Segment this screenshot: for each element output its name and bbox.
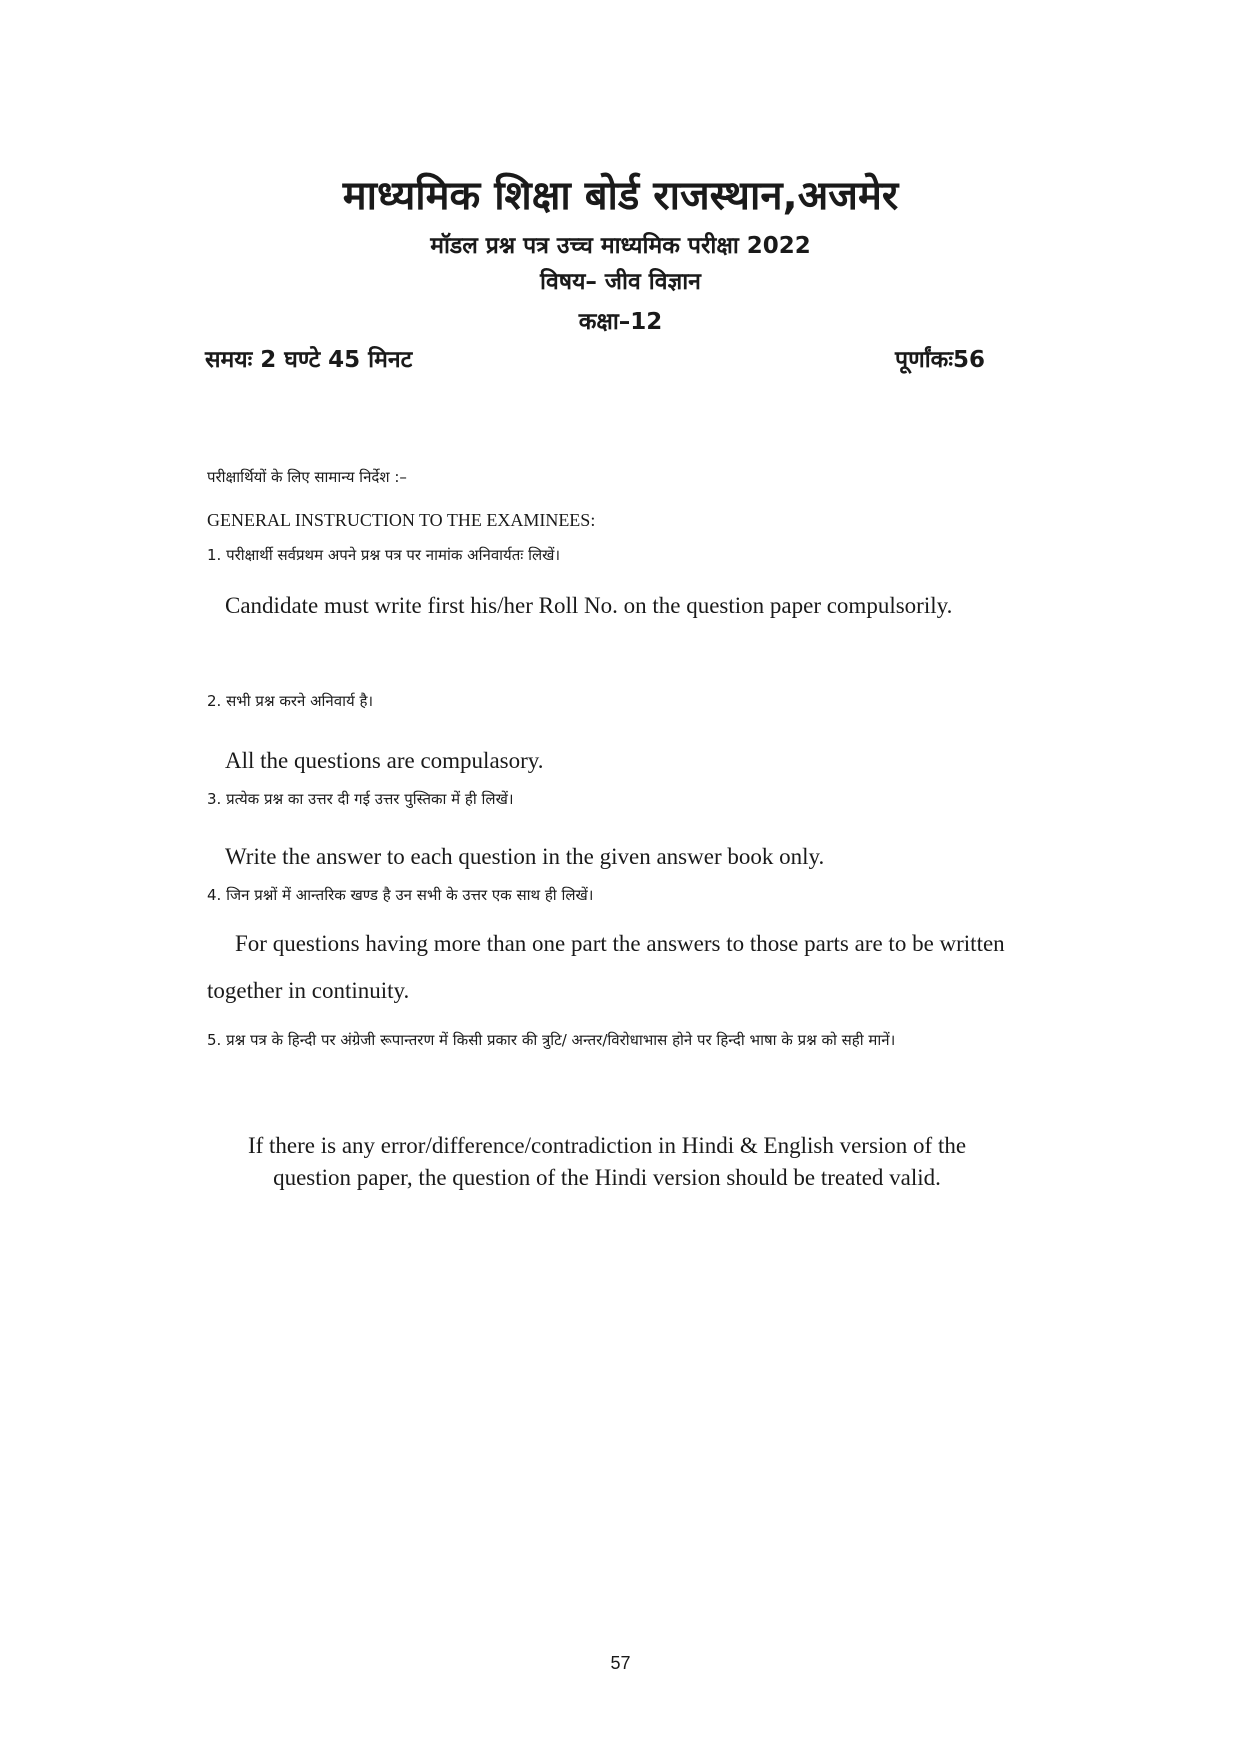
- instructions-heading-hindi: परीक्षार्थियों के लिए सामान्य निर्देश :–: [207, 468, 407, 486]
- instruction-4-english: For questions having more than one part the answers to those parts are to be written together in continuity.: [207, 931, 1005, 1003]
- class-line: कक्षा–12: [578, 309, 663, 335]
- time-duration: समयः 2 घण्टे 45 मिनट: [205, 347, 413, 373]
- board-title: माध्यमिक शिक्षा बोर्ड राजस्थान,अजमेर: [342, 173, 899, 219]
- time-marks-row: [205, 344, 985, 376]
- maximum-marks: पूर्णांकः56: [895, 347, 985, 373]
- instruction-2-hindi: 2. सभी प्रश्न करने अनिवार्य है।: [207, 692, 374, 710]
- instruction-3-english: Write the answer to each question in the given answer book only.: [225, 844, 825, 869]
- subject-line: विषय– जीव विज्ञान: [540, 269, 701, 295]
- instruction-4-hindi: 4. जिन प्रश्नों में आन्तरिक खण्ड है उन सभी के उत्तर एक साथ ही लिखें।: [207, 886, 594, 904]
- instructions-heading-english: GENERAL INSTRUCTION TO THE EXAMINEES:: [207, 510, 596, 530]
- page-number: 57: [610, 1653, 631, 1673]
- instruction-1-hindi: 1. परीक्षार्थी सर्वप्रथम अपने प्रश्न पत्र पर नामांक अनिवार्यतः लिखें।: [207, 546, 561, 564]
- instruction-1-english: Candidate must write first his/her Roll No. on the question paper compulsorily.: [225, 593, 953, 618]
- instruction-5-english: If there is any error/difference/contradiction in Hindi & English version of the question paper, the question of the Hindi version should be treated valid.: [247, 1133, 967, 1190]
- instruction-2-english: All the questions are compulasory.: [225, 748, 544, 773]
- paper-title: मॉडल प्रश्न पत्र उच्च माध्यमिक परीक्षा 2022: [430, 233, 811, 259]
- instruction-3-hindi: 3. प्रत्येक प्रश्न का उत्तर दी गई उत्तर पुस्तिका में ही लिखें।: [207, 790, 514, 808]
- instruction-5-hindi: 5. प्रश्न पत्र के हिन्दी पर अंग्रेजी रूपान्तरण में किसी प्रकार की त्रुटि/ अन्तर/विरोधाभास होने पर हिन्दी भाषा के प्रश्न को सही मानें।: [207, 1031, 896, 1049]
